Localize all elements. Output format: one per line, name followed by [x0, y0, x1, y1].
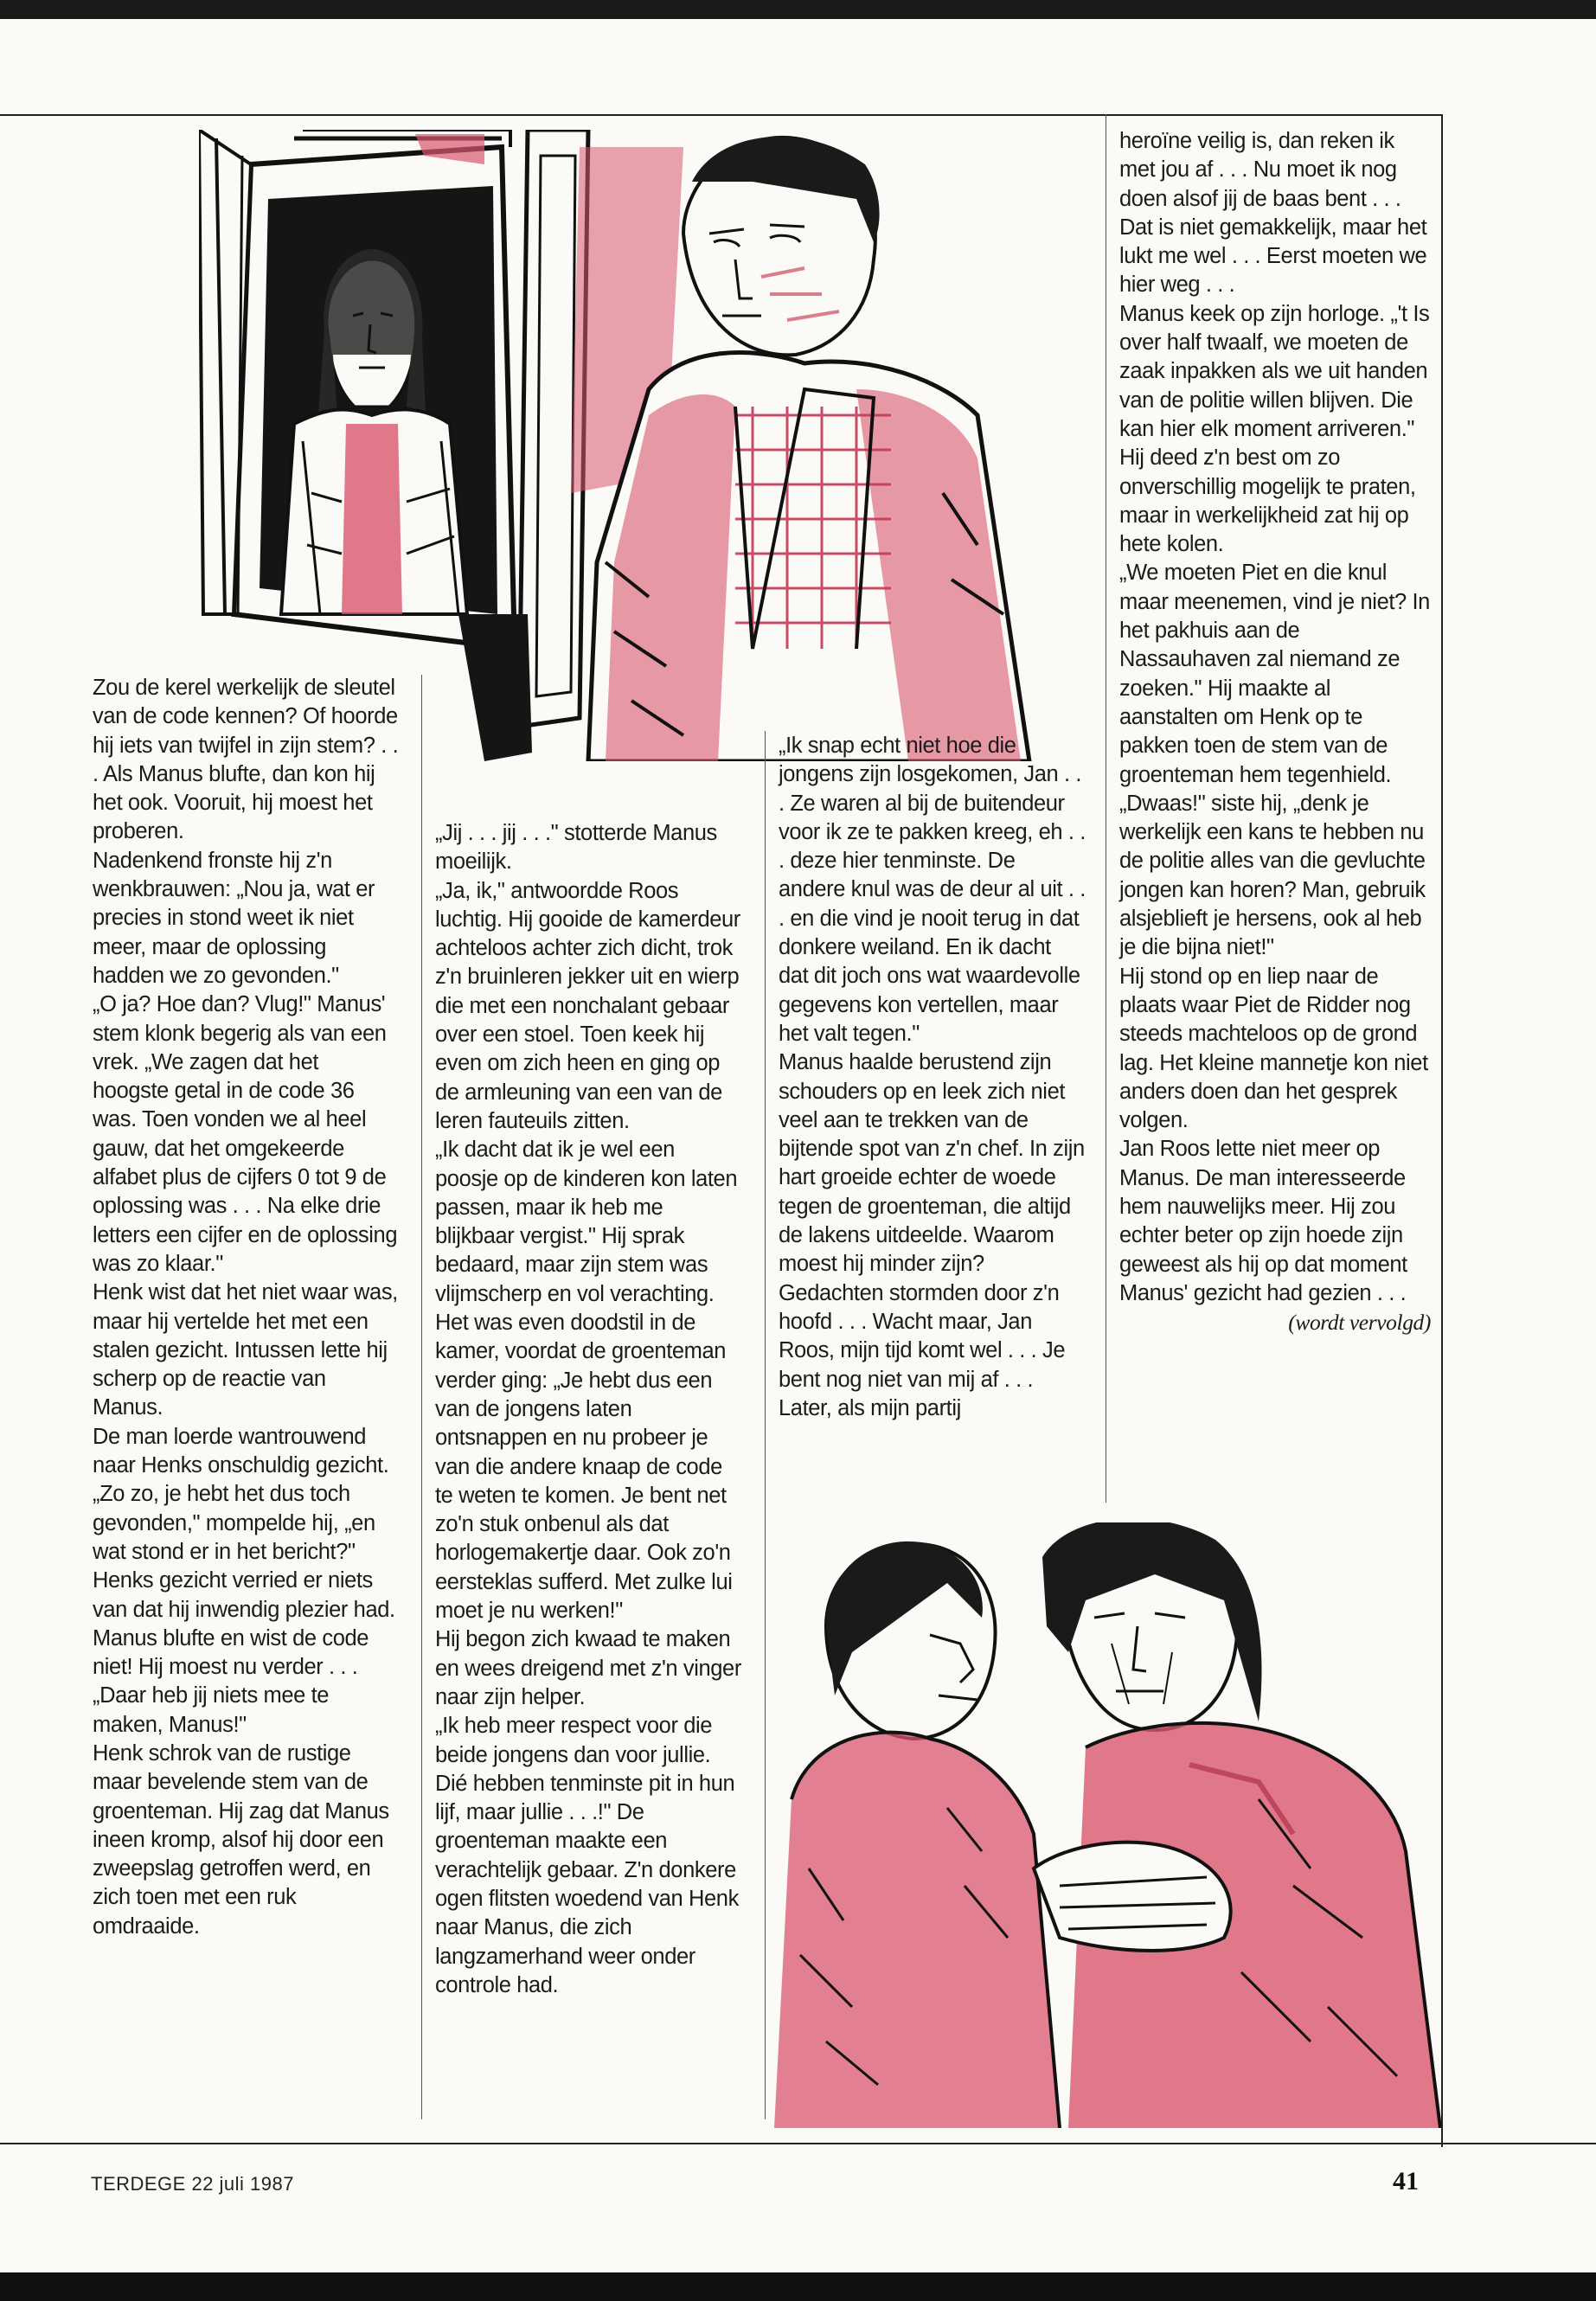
- text-column-3: [779, 732, 1086, 1423]
- illustration-bottom-drawing: [774, 1522, 1449, 2128]
- paragraph: „Ja, ik," antwoordde Roos luchtig. Hij gooide de kamerdeur achteloos achter zich dicht, trok z'n bruinleren jekker uit en wierp die met een nonchalant gebaar over een stoel. Toen keek hij even om zich heen en ging op de armleuning van een van de leren fauteuils zitten.: [435, 878, 740, 1133]
- paragraph: Manus blufte en wist de code niet! Hij moest nu verder . . .: [93, 1625, 369, 1680]
- paragraph: Henks gezicht verried er niets van dat hij inwendig plezier had.: [93, 1568, 395, 1622]
- paragraph: „Dwaas!" siste hij, „denk je werkelijk een kans te hebben nu de politie alles van die gevluchte jongen kan horen? Man, gebruik alsjeblieft je hersens, ook al heb je die bijna niet!": [1119, 791, 1426, 960]
- paragraph: „Daar heb jij niets mee te maken, Manus!": [93, 1683, 330, 1737]
- paragraph: „Zo zo, je hebt het dus toch gevonden," mompelde hij, „en wat stond er in het bericht?": [93, 1482, 375, 1564]
- paragraph: „Jij . . . jij . . ." stotterde Manus moeilijk.: [435, 821, 717, 875]
- illustration-bottom: [774, 1522, 1449, 2128]
- paragraph: Manus keek op zijn horloge. „'t Is over half twaalf, we moeten de zaak inpakken als we uit handen van de politie willen blijven. Die kan hier elk moment arriveren." Hij deed z'n best om zo onverschillig mogelijk te praten, maar in werkelijkheid zat hij op hete kolen.: [1119, 301, 1430, 557]
- paragraph: Manus haalde berustend zijn schouders op en leek zich niet veel aan te trekken van de bijtende spot van z'n chef. In zijn hart groeide echter de woede tegen de groenteman, die altijd de lakens uitdeelde. Waarom moest hij minder zijn? Gedachten stormden door z'n hoofd . . . Wacht maar, Jan Roos, mijn tijd komt wel . . . Je bent nog niet van mij af . . . Later, als mijn partij: [779, 1050, 1085, 1420]
- footer-publication: TERDEGE 22 juli 1987: [91, 2173, 294, 2195]
- paragraph: „Ik snap echt niet hoe die jongens zijn losgekomen, Jan . . . Ze waren al bij de buitendeur voor ik ze te pakken kreeg, eh . . . deze hier tenminste. De andere knul was de deur al uit . . . en die vind je nooit terug in dat donkere weiland. En ik dacht dat dit joch ons wat waardevolle gegevens kon vertellen, maar het valt tegen.": [779, 734, 1086, 1046]
- illustration-top-drawing: [199, 130, 1099, 761]
- paragraph: „Ik dacht dat ik je wel een poosje op de kinderen kon laten passen, maar ik heb me blijkbaar vergist." Hij sprak bedaard, maar zijn stem was vlijmscherp en vol verachting.: [435, 1138, 738, 1306]
- paragraph: Henk wist dat het niet waar was, maar hij vertelde het met een stalen gezicht. Intussen lette hij scherp op de reactie van Manus.: [93, 1280, 398, 1420]
- paragraph: Hij begon zich kwaad te maken en wees dreigend met z'n vinger naar zijn helper.: [435, 1627, 741, 1709]
- paragraph: heroïne veilig is, dan reken ik met jou af . . . Nu moet ik nog doen alsof jij de baas bent . . . Dat is niet gemakkelijk, maar het lukt me wel . . . Eerst moeten we hier weg . . .: [1119, 129, 1427, 298]
- illustration-top: [199, 130, 1099, 761]
- paragraph: „We moeten Piet en die knul maar meenemen, vind je niet? In het pakhuis aan de Nassauhaven zal niemand ze zoeken." Hij maakte al aanstalten om Henk op te pakken toen de stem van de groenteman hem tegenhield.: [1119, 561, 1430, 787]
- column-rule-2: [765, 731, 766, 2119]
- paragraph: Jan Roos lette niet meer op Manus. De man interesseerde hem nauwelijks meer. Hij zou echter beter op zijn hoede zijn geweest als hij op dat moment Manus' gezicht had gezien . . .: [1119, 1137, 1407, 1305]
- top-border-line: [0, 114, 1443, 116]
- paragraph: Nadenkend fronste hij z'n wenkbrauwen: „Nou ja, wat er precies in stond weet ik niet meer, maar de oplossing hadden we zo gevonden.": [93, 848, 375, 988]
- column-rule-1: [421, 675, 422, 2119]
- page-number: 41: [1393, 2167, 1419, 2195]
- text-column-1: [93, 674, 400, 1941]
- paragraph: „Ik heb meer respect voor die beide jongens dan voor jullie. Dié hebben tenminste pit in hun lijf, maar jullie . . .!" De groenteman maakte een verachtelijk gebaar. Z'n donkere ogen flitsten woedend van Henk naar Manus, die zich langzamerhand weer onder controle had.: [435, 1714, 739, 1997]
- continued-note: (wordt vervolgd): [1288, 1310, 1431, 1336]
- text-column-2: [435, 819, 742, 2000]
- paragraph: De man loerde wantrouwend naar Henks onschuldig gezicht.: [93, 1424, 389, 1478]
- scan-edge: [0, 2272, 1596, 2301]
- paragraph: Zou de kerel werkelijk de sleutel van de code kennen? Of hoorde hij iets van twijfel in zijn stem? . . . Als Manus blufte, dan kon hij het ook. Vooruit, hij moest het proberen.: [93, 676, 399, 844]
- bottom-border-line: [0, 2143, 1596, 2144]
- paragraph: Het was even doodstil in de kamer, voordat de groenteman verder ging: „Je hebt dus een van de jongens laten ontsnappen en nu probeer je van die andere knaap de code te weten te komen. Je bent net zo'n stuk onbenul als dat horlogemakertje daar. Ook zo'n eersteklas sufferd. Met zulke lui moet je nu werken!": [435, 1311, 733, 1624]
- paragraph: Hij stond op en liep naar de plaats waar Piet de Ridder nog steeds machteloos op de grond lag. Het kleine mannetje kon niet anders doen dan het gesprek volgen.: [1119, 964, 1428, 1133]
- paragraph: Henk schrok van de rustige maar bevelende stem van de groenteman. Hij zag dat Manus ineen kromp, alsof hij door een zweepslag getroffen werd, en zich toen met een ruk omdraaide.: [93, 1740, 389, 1939]
- text-column-4: [1119, 127, 1431, 1336]
- paragraph: „O ja? Hoe dan? Vlug!" Manus' stem klonk begerig als van een vrek. „We zagen dat het hoogste getal in de code 36 was. Toen vonden we al heel gauw, dat het omgekeerde alfabet plus de cijfers 0 tot 9 de oplossing was . . . Na elke drie letters een cijfer en de oplossing was zo klaar.": [93, 992, 398, 1276]
